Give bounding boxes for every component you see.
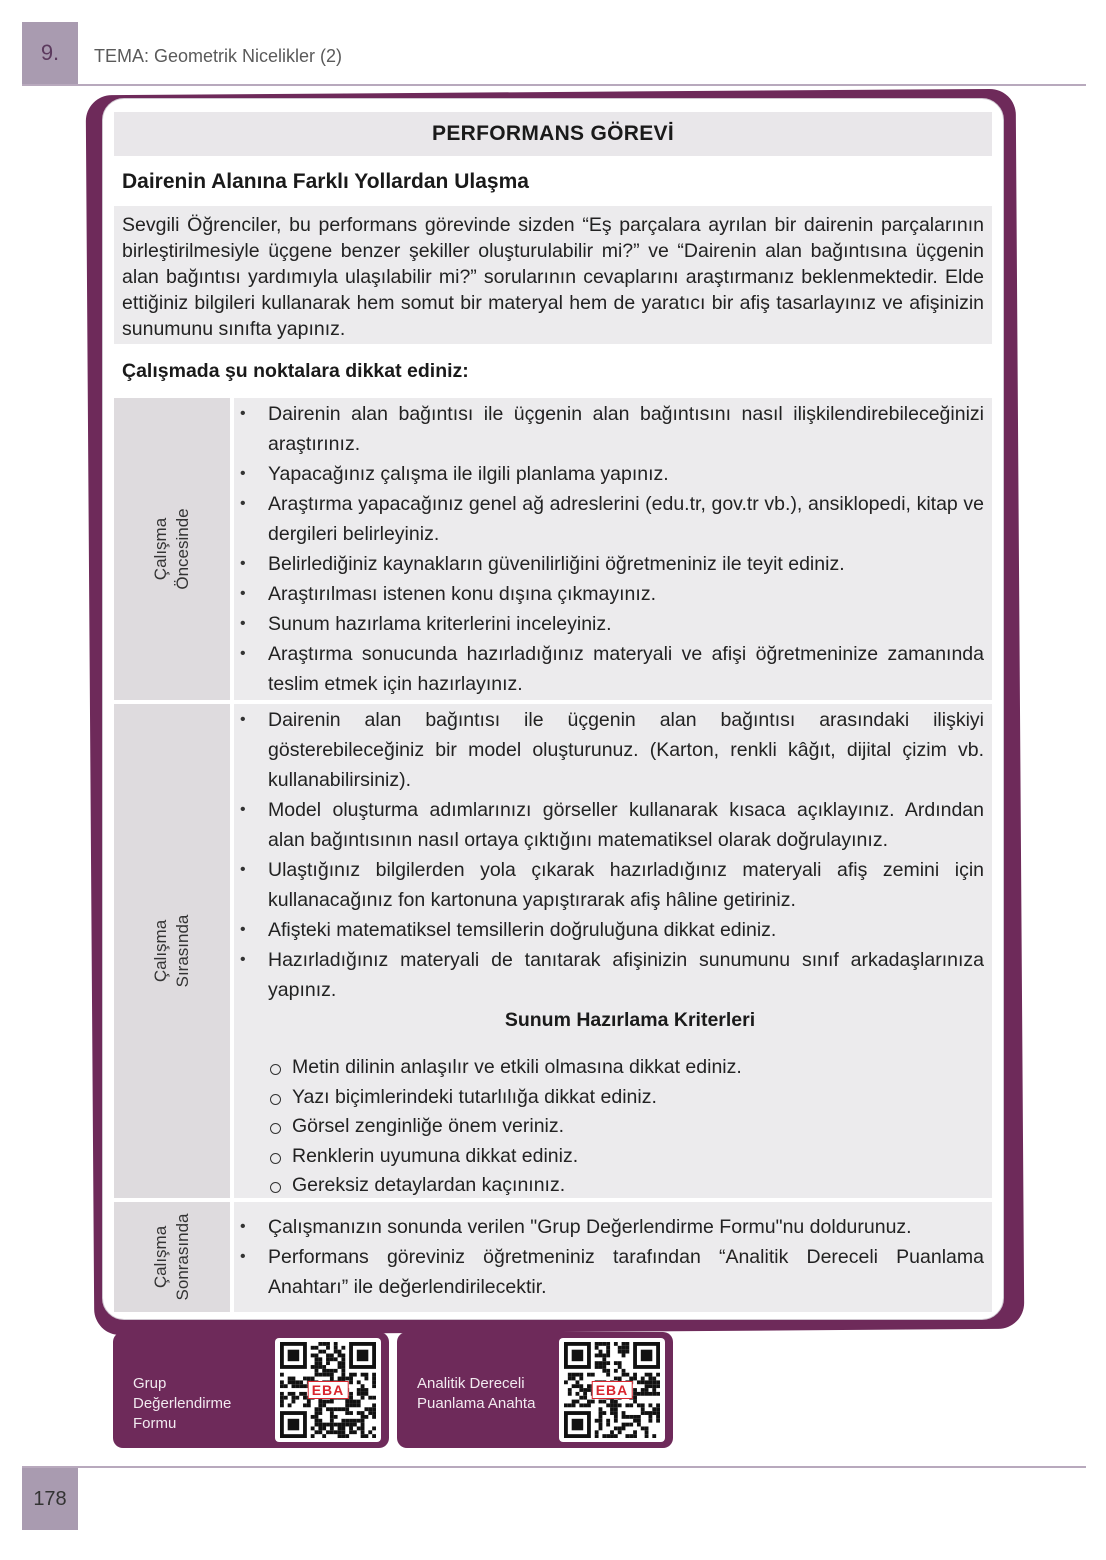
performance-task-title: PERFORMANS GÖREVİ [114, 112, 992, 156]
list-item: Yazı biçimlerindeki tutarlılığa dikkat ediniz. [234, 1083, 992, 1113]
qr-card-group-form[interactable] [113, 1332, 389, 1448]
side-label-before-line2: Öncesinde [173, 508, 192, 590]
list-item: • Araştırma yapacağınız genel ağ adreslerini (edu.tr, gov.tr vb.), ansiklopedi, kitap ve dergileri belirleyiniz. [234, 489, 992, 549]
intro-panel [114, 206, 992, 344]
theme-title: TEMA: Geometrik Nicelikler (2) [94, 46, 343, 66]
during-list [234, 704, 992, 1005]
side-label-during-line1: Çalışma [151, 919, 170, 983]
list-item: Gereksiz detaylardan kaçınınız. [234, 1171, 992, 1201]
grade-badge [22, 22, 78, 84]
qr-card-analytic-rubric[interactable] [397, 1332, 673, 1448]
list-item: • Ulaştığınız bilgilerden yola çıkarak hazırladığınız materyali afiş zemini için kullanacağınız fon kartonuna yapıştırarak afiş hâline getiriniz. [234, 855, 992, 915]
list-item: • Model oluşturma adımlarınızı görseller kullanarak kısaca açıklayınız. Ardından alan bağıntısının nasıl ortaya çıktığını matematiksel olarak doğrulayınız. [234, 795, 992, 855]
side-label-during [114, 704, 230, 1198]
page-number: 178 [33, 1487, 67, 1510]
list-item: • Belirlediğiniz kaynakların güvenilirliğini öğretmeniniz ile teyit ediniz. [234, 549, 992, 579]
qr-code-icon[interactable] [275, 1338, 381, 1442]
list-item: • Performans göreviniz öğretmeniniz tarafından “Analitik Dereceli Puanlama Anahtarı” ile değerlendirilecektir. [234, 1242, 992, 1302]
qr-card-analytic-rubric-line1: Analitik Dereceli [417, 1375, 525, 1392]
list-item: • Afişteki matematiksel temsillerin doğruluğuna dikkat ediniz. [234, 915, 992, 945]
list-item: Görsel zenginliğe önem veriniz. [234, 1112, 992, 1142]
header-divider [22, 84, 1086, 86]
eba-badge: EBA [592, 1381, 633, 1399]
side-label-after [114, 1202, 230, 1312]
list-item: • Yapacağınız çalışma ile ilgili planlama yapınız. [234, 459, 992, 489]
list-item: • Araştırma sonucunda hazırladığınız materyali ve afişi öğretmeninize zamanında teslim etmek için hazırlayınız. [234, 639, 992, 699]
during-panel [234, 704, 992, 1198]
list-item: • Araştırılması istenen konu dışına çıkmayınız. [234, 579, 992, 609]
list-item: • Sunum hazırlama kriterlerini inceleyiniz. [234, 609, 992, 639]
list-item: • Dairenin alan bağıntısı ile üçgenin alan bağıntısı arasındaki ilişkiyi gösterebileceğiniz bir model oluşturunuz. (Karton, renkli kâğıt, dijital çizim vb. kullanabilirsiniz). [234, 705, 992, 795]
side-label-before [114, 398, 230, 700]
task-subtitle: Dairenin Alanına Farklı Yollardan Ulaşma [122, 170, 529, 193]
list-item: • Dairenin alan bağıntısı ile üçgenin alan bağıntısını nasıl ilişkilendirebileceğinizi araştırınız. [234, 399, 992, 459]
list-item: • Hazırladığınız materyali de tanıtarak afişinizin sunumunu sınıf arkadaşlarınıza yapınız. [234, 945, 992, 1005]
list-item: Metin dilinin anlaşılır ve etkili olmasına dikkat ediniz. [234, 1053, 992, 1083]
side-label-during-line2: Sırasında [173, 914, 192, 988]
qr-card-group-form-line1: Grup Değerlendirme [133, 1375, 232, 1412]
after-panel [234, 1202, 992, 1312]
grade-number: 9. [40, 40, 60, 65]
list-item: • Çalışmanızın sonunda verilen "Grup Değerlendirme Formu"nu doldurunuz. [234, 1212, 992, 1242]
side-label-before-line1: Çalışma [151, 517, 170, 581]
criteria-title: Sunum Hazırlama Kriterleri [504, 1009, 756, 1031]
eba-badge: EBA [308, 1381, 349, 1399]
attention-heading: Çalışmada şu noktalara dikkat ediniz: [122, 360, 469, 382]
side-label-after-line1: Çalışma [151, 1225, 170, 1289]
qr-card-analytic-rubric-line2: Puanlama Anahta [417, 1395, 536, 1412]
criteria-list [234, 1053, 992, 1201]
list-item: Renklerin uyumuna dikkat ediniz. [234, 1142, 992, 1172]
side-label-after-line2: Sonrasında [173, 1213, 192, 1301]
footer-divider [22, 1466, 1086, 1468]
qr-card-group-form-line2: Formu [133, 1415, 177, 1432]
before-panel [234, 398, 992, 700]
after-list [234, 1202, 992, 1302]
before-list [234, 398, 992, 699]
qr-code-icon[interactable] [559, 1338, 665, 1442]
intro-text: Sevgili Öğrenciler, bu performans görevinde sizden “Eş parçalara ayrılan bir dairenin parçalarının birleştirilmesiyle üçgene benzer şekiller oluşturulabilir mi?” ve “Dairenin alan bağıntısına üçgenin alan bağıntısı yardımıyla ulaşılabilir mi?” sorularının cevaplarını araştırmanız beklenmektedir. Elde ettiğiniz bilgileri kullanarak hem somut bir materyal hem de yaratıcı bir afiş tasarlayınız ve afişinizin sunumunu sınıfta yapınız. [122, 214, 984, 340]
page-number-badge [22, 1468, 78, 1530]
